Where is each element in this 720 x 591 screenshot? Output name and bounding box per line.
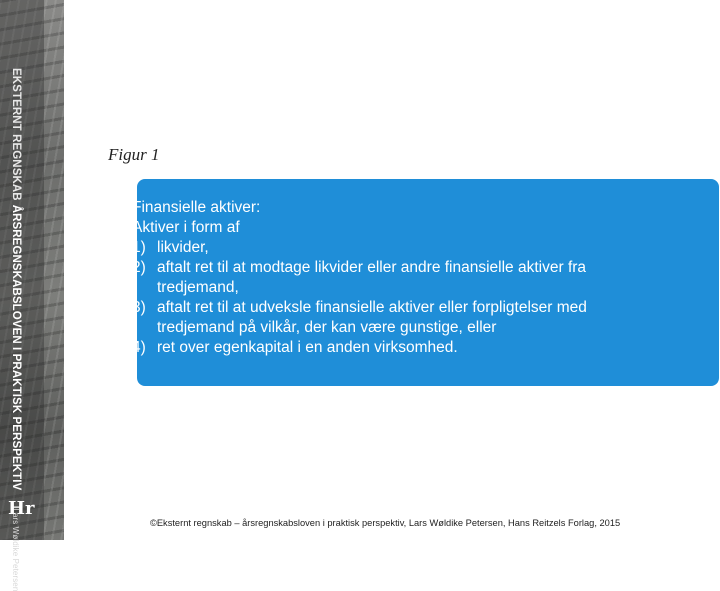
heading-financial-assets: Finansielle aktiver: (132, 199, 261, 216)
list-item-number: 4) (132, 339, 146, 356)
heading-assets-form: Aktiver i form af (132, 219, 240, 236)
list-item-number: 1) (132, 239, 146, 256)
list-item-text: ret over egenkapital i en anden virksomhed. (157, 339, 458, 356)
spine-title-part1: EKSTERNT REGNSKAB (10, 68, 22, 201)
figure-title: Figur 1 (108, 145, 160, 164)
spine-title-part2: ÅRSREGNSKABSLOVEN I PRAKTISK PERSPEKTIV (10, 204, 22, 491)
list-item-number: 2) (132, 259, 146, 276)
list-item-number: 3) (132, 299, 146, 316)
copyright-footer: ©Eksternt regnskab – årsregnskabsloven i praktisk perspektiv, Lars Wøldike Petersen, Hans Reitzels Forlag, 2015 (150, 518, 621, 528)
list-item-text: aftalt ret til at modtage likvider eller andre finansielle aktiver fra (157, 259, 587, 276)
list-item-text: tredjemand, (157, 279, 239, 296)
definition-box (132, 179, 719, 386)
spine-author: Lars Wøldike Petersen (11, 508, 20, 591)
list-item-text: likvider, (157, 239, 209, 256)
list-item-text: aftalt ret til at udveksle finansielle aktiver eller forpligtelser med (157, 299, 587, 316)
book-spine (0, 0, 64, 591)
list-item-text: tredjemand på vilkår, der kan være gunstige, eller (157, 319, 497, 336)
publisher-logo: Hr (8, 498, 35, 519)
spine-dark-band (0, 0, 44, 540)
